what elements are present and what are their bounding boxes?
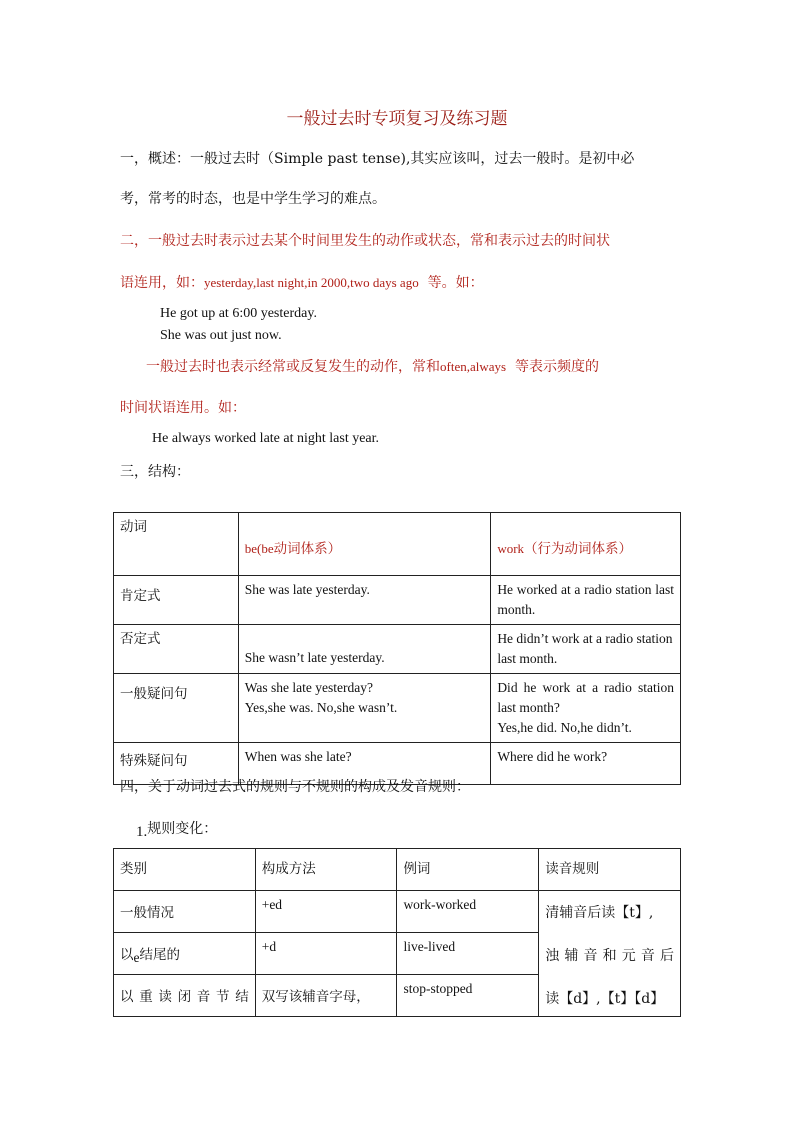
rules-heading: 四，关于动词过去式的规则与不规则的构成及发音规则： [120, 779, 470, 795]
sub-label: 规则变化： [147, 821, 218, 837]
cell-be-wh-question: When was she late? [244, 749, 352, 764]
row-label-wh-question: 特殊疑问句 [120, 753, 188, 769]
cell-be-negative: She wasn’t late yesterday. [244, 650, 385, 665]
example-sentence-3: He always worked late at night last year. [152, 431, 380, 446]
table-cell [491, 576, 681, 625]
table-row [114, 625, 681, 674]
table-cell [491, 625, 681, 674]
table-cell [114, 576, 239, 625]
header-be-cn: 动词体系） [273, 541, 342, 557]
table-cell [255, 891, 397, 933]
header-be-en: be(be [244, 541, 274, 556]
table-cell [539, 891, 681, 1017]
sub-number: 1. [136, 824, 148, 840]
table-cell [114, 933, 256, 975]
table-cell [255, 849, 397, 891]
definition-line-2 [120, 272, 484, 292]
work-question: Did he work at a radio station last month? [497, 680, 674, 715]
table-cell [114, 975, 256, 1017]
table-row [114, 576, 681, 625]
method-double-consonant: 双写该辅音字母， [261, 989, 370, 1005]
category-e-pre: 以 [120, 947, 134, 963]
table-row [114, 891, 681, 933]
definition-prefix: 语连用，如： [120, 275, 204, 291]
regular-changes-label [136, 818, 217, 838]
table-cell [397, 849, 539, 891]
table-cell [114, 513, 239, 576]
be-answer: Yes,she was. No,she wasn’t. [244, 700, 398, 715]
definition-suffix: 等。如： [427, 275, 484, 291]
frequency-suffix: 等表示频度的 [514, 359, 599, 375]
table-cell [238, 674, 491, 743]
category-e-post: 结尾的 [139, 947, 180, 963]
header-method: 构成方法 [261, 861, 316, 877]
example-lived: live-lived [403, 939, 456, 954]
structure-heading: 三，结构： [120, 464, 190, 480]
cell-be-question [239, 674, 491, 722]
table-cell [238, 625, 491, 674]
frequency-line-2: 时间状语连用。如： [120, 400, 246, 416]
cell-work-question [491, 674, 680, 742]
table-row [114, 849, 681, 891]
pronunciation-t-d: 读【d】,【t】【d】 [545, 991, 665, 1007]
header-be-system [239, 513, 491, 563]
cell-work-negative: He didn’t work at a radio station last month. [497, 631, 673, 666]
table-cell [238, 513, 491, 576]
header-verb: 动词 [120, 519, 147, 535]
overview-line-1: 一，概述：一般过去时（Simple past tense),其实应该叫，过去一般时。是初中必 [120, 151, 635, 167]
table-cell [491, 743, 681, 785]
table-cell [397, 891, 539, 933]
category-stressed-closed-syllable: 以重读闭音节结 [120, 989, 249, 1005]
category-ends-with-e [114, 933, 255, 969]
table-row [114, 674, 681, 743]
definition-line-1: 二，一般过去时表示过去某个时间里发生的动作或状态，常和表示过去的时间状 [120, 233, 610, 249]
table-cell [491, 513, 681, 576]
row-label-negative: 否定式 [120, 631, 161, 647]
table-cell [397, 933, 539, 975]
frequency-line-1 [146, 356, 599, 376]
table-cell [114, 849, 256, 891]
cell-work-affirmative: He worked at a radio station last month. [497, 582, 674, 617]
page-title: 一般过去时专项复习及练习题 [286, 109, 508, 129]
overview-line-2: 考，常考的时态，也是中学生学习的难点。 [120, 191, 386, 207]
pronunciation-voiced: 浊辅音和元音后 [545, 948, 674, 964]
header-work-cn: （行为动词体系） [524, 541, 633, 557]
table-cell [539, 849, 681, 891]
category-general: 一般情况 [120, 905, 174, 921]
table-cell [397, 975, 539, 1017]
frequency-prefix: 一般过去时也表示经常或反复发生的动作，常和 [146, 359, 440, 375]
cell-be-affirmative: She was late yesterday. [244, 582, 370, 597]
example-sentence-2: She was out just now. [160, 328, 282, 343]
rules-table [113, 848, 681, 1017]
header-pronunciation: 读音规则 [545, 861, 600, 877]
table-cell [255, 975, 397, 1017]
header-work-system [491, 513, 680, 563]
table-cell [114, 891, 256, 933]
example-stopped: stop-stopped [403, 981, 473, 996]
table-cell [114, 625, 239, 674]
header-work-en: work [497, 541, 525, 556]
be-question: Was she late yesterday? [244, 680, 373, 695]
pronunciation-rule [539, 891, 680, 1013]
table-cell [114, 674, 239, 743]
category-e-letter: e [133, 950, 140, 965]
example-sentence-1: He got up at 6:00 yesterday. [160, 306, 317, 321]
header-category: 类别 [120, 861, 147, 877]
example-worked: work-worked [403, 897, 477, 912]
row-label-affirmative: 肯定式 [120, 588, 161, 604]
row-label-yes-no-question: 一般疑问句 [120, 686, 188, 702]
method-ed: +ed [261, 897, 283, 912]
cell-work-wh-question: Where did he work? [497, 749, 608, 764]
work-answer: Yes,he did. No,he didn’t. [497, 720, 632, 735]
table-cell [238, 576, 491, 625]
table-cell [491, 674, 681, 743]
pronunciation-voiceless: 清辅音后读【t】, [545, 905, 654, 921]
table-row [114, 513, 681, 576]
time-expressions: yesterday,last night,in 2000,two days ago [204, 275, 419, 290]
table-cell [255, 933, 397, 975]
structure-table [113, 512, 681, 785]
frequency-words: often,always [440, 359, 507, 374]
method-d: +d [261, 939, 277, 954]
header-example: 例词 [403, 861, 431, 877]
